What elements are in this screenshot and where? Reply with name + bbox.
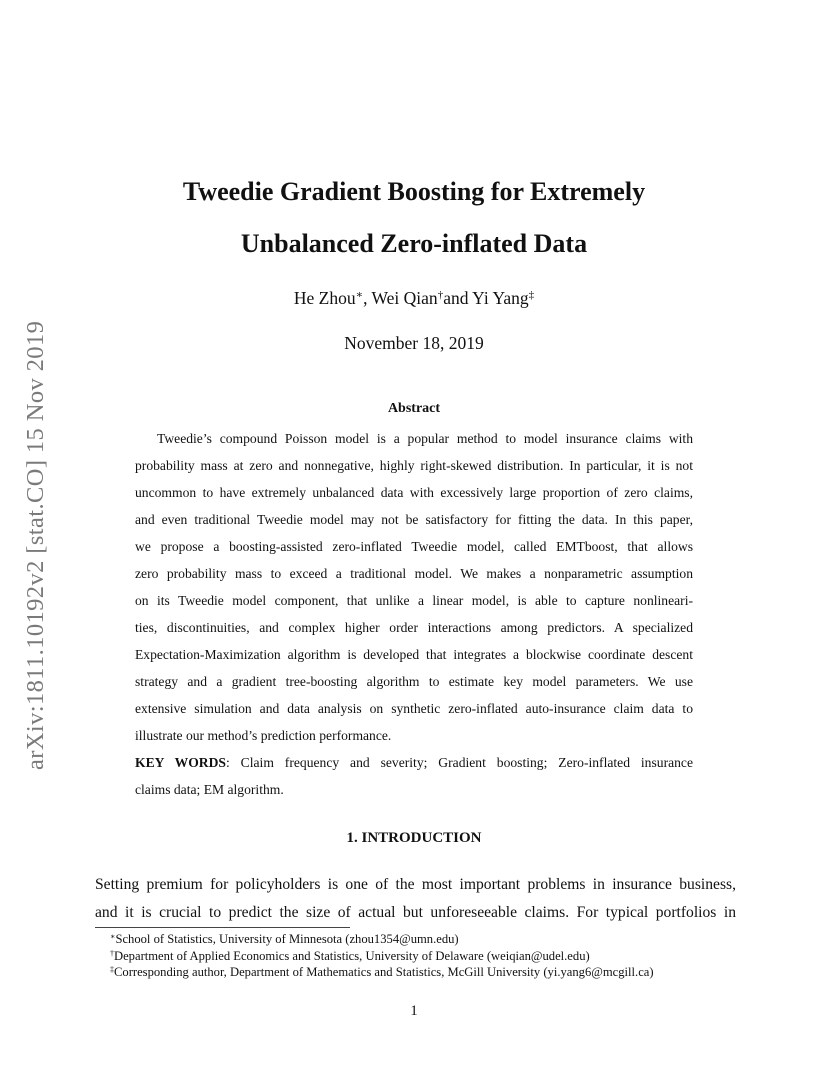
abstract-line: ties, discontinuities, and complex higher order interactions among predictors. A specialized: [135, 620, 693, 635]
arxiv-stamp: arXiv:1811.10192v2 [stat.CO] 15 Nov 2019: [22, 320, 49, 770]
footnote-text: Corresponding author, Department of Mathematics and Statistics, McGill University (yi.yang6@mcgill.ca): [114, 965, 654, 979]
footnote-mark: ∗: [355, 289, 364, 301]
footnote: [110, 931, 730, 948]
footnote-mark: ‡: [528, 289, 535, 301]
abstract-line: Tweedie’s compound Poisson model is a popular method to model insurance claims with: [157, 431, 693, 446]
paper-date: November 18, 2019: [344, 333, 484, 353]
abstract-line: on its Tweedie model component, that unlike a linear model, is able to capture nonlineari-: [135, 593, 693, 608]
abstract-line: zero probability mass to exceed a traditional model. We makes a nonparametric assumption: [135, 566, 693, 581]
author-list: He Zhou∗, Wei Qian†and Yi Yang‡: [293, 288, 535, 308]
footnote-text: School of Statistics, University of Minnesota (zhou1354@umn.edu): [115, 932, 459, 946]
title-line-2: Unbalanced Zero-inflated Data: [240, 229, 588, 258]
footnote-mark: ∗: [110, 932, 116, 941]
abstract-line: uncommon to have extremely unbalanced data with excessively large proportion of zero claims,: [135, 485, 693, 500]
footnote-mark: ‡: [110, 965, 114, 974]
keywords-label: KEY WORDS: [135, 755, 226, 770]
keywords-line-2: claims data; EM algorithm.: [135, 782, 284, 797]
footnote-divider: [95, 927, 350, 928]
abstract-line: illustrate our method’s prediction performance.: [135, 728, 392, 743]
paper-title: [0, 166, 828, 270]
title-line-1: Tweedie Gradient Boosting for Extremely: [182, 177, 646, 206]
abstract-line: we propose a boosting-assisted zero-inflated Tweedie model, called EMTboost, that allows: [135, 539, 693, 554]
author-name: He Zhou: [293, 288, 356, 308]
footnote-mark: †: [110, 948, 114, 958]
abstract-heading: Abstract: [387, 401, 441, 416]
abstract-body: [135, 425, 693, 803]
footnote-text: Department of Applied Economics and Statistics, University of Delaware (weiqian@udel.edu): [114, 948, 590, 963]
footnote: [110, 948, 730, 965]
abstract-line: strategy and a gradient tree-boosting algorithm to estimate key model parameters. We use: [135, 674, 693, 689]
keywords-text: : Claim frequency and severity; Gradient boosting; Zero-inflated insurance: [225, 755, 693, 770]
author-name: and Yi Yang: [443, 288, 529, 308]
keywords-line: [135, 749, 693, 776]
footnotes: [110, 931, 730, 981]
footnote-mark: †: [437, 289, 444, 301]
abstract-line: probability mass at zero and nonnegative, highly right-skewed distribution. In particular, it is not: [135, 458, 693, 473]
intro-line: Setting premium for policyholders is one of the most important problems in insurance business,: [95, 876, 736, 893]
intro-paragraph: [95, 871, 736, 927]
abstract-line: Expectation-Maximization algorithm is developed that integrates a blockwise coordinate descent: [135, 647, 693, 662]
author-name: Wei Qian: [371, 288, 438, 308]
section-heading: 1. INTRODUCTION: [346, 830, 482, 846]
footnote: [110, 964, 730, 981]
abstract-line: extensive simulation and data analysis on synthetic zero-inflated auto-insurance claim data to: [135, 701, 693, 716]
page-number: 1: [410, 1003, 418, 1019]
intro-line: and it is crucial to predict the size of actual but unforeseeable claims. For typical portfolios in: [95, 904, 736, 921]
abstract-line: and even traditional Tweedie model may not be satisfactory for fitting the data. In this paper,: [135, 512, 693, 527]
